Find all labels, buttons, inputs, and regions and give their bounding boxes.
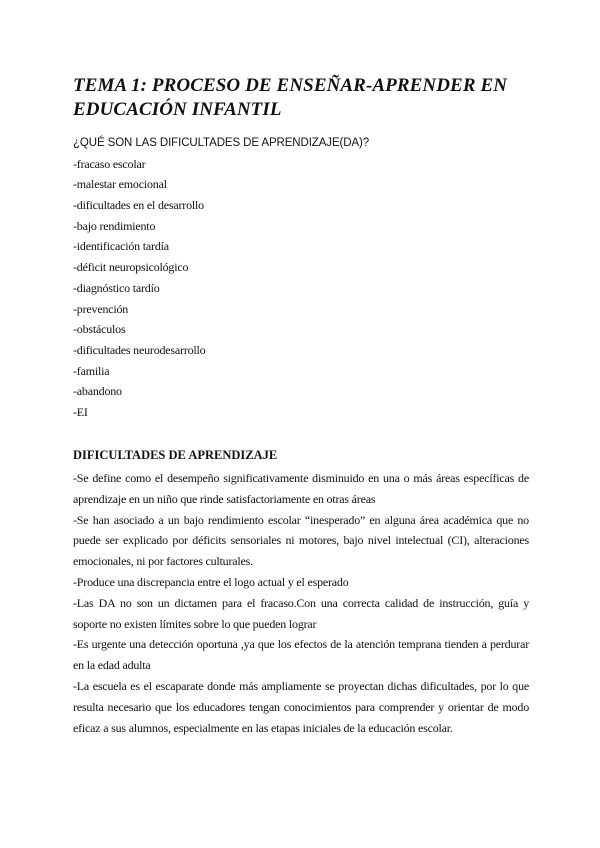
list-item: -dificultades neurodesarrollo: [73, 342, 206, 357]
document-title: TEMA 1: PROCESO DE ENSEÑAR-APRENDER EN EDUCACIÓN INFANTIL: [73, 75, 508, 120]
list-item: -dificultades en el desarrollo: [73, 198, 204, 213]
list-item: -déficit neuropsicológico: [73, 260, 189, 275]
paragraph: -Las DA no son un dictamen para el fracaso.Con una correcta calidad de instrucción, guía y soporte no existen límites sobre lo que pueden lograr: [73, 595, 529, 631]
paragraph: -Se han asociado a un bajo rendimiento escolar “inesperado” en alguna área académica que no puede ser explicado por déficits sensoriales ni motores, bajo nivel intelectual (CI), alteraciones emocionales, ni por factores culturales.: [73, 512, 529, 569]
paragraph: -Se define como el desempeño significativamente disminuido en una o más áreas específicas de aprendizaje en un niño que rinde satisfactoriamente en otras áreas: [73, 471, 529, 506]
list-item: -malestar emocional: [73, 177, 167, 192]
list-item: -familia: [73, 363, 110, 378]
intro-section: [73, 135, 533, 425]
list-item: -fracaso escolar: [73, 156, 146, 171]
list-item: -EI: [73, 404, 88, 419]
paragraph: -Es urgente una detección oportuna ,ya que los efectos de la atención temprana tienden a perdurar en la edad adulta: [73, 637, 529, 673]
paragraph: -Produce una discrepancia entre el logo actual y el esperado: [73, 574, 349, 589]
section-heading: DIFICULTADES DE APRENDIZAJE: [73, 448, 278, 462]
keyword-list: [73, 156, 533, 425]
list-item: -abandono: [73, 384, 122, 399]
list-item: -bajo rendimiento: [73, 218, 156, 233]
list-item: -identificación tardía: [73, 239, 169, 254]
section-question: ¿QUÉ SON LAS DIFICULTADES DE APRENDIZAJE(DA)?: [73, 137, 370, 149]
paragraph: -La escuela es el escaparate donde más ampliamente se proyectan dichas dificultades, por lo que resulta necesario que los educadores tengan conocimientos para comprender y orientar de modo eficaz a sus alumnos, especialmente en las etapas iniciales de la educación escolar.: [73, 678, 529, 735]
list-item: -diagnóstico tardío: [73, 280, 160, 295]
learning-difficulties-section: [73, 447, 529, 738]
list-item: -obstáculos: [73, 322, 126, 337]
list-item: -prevención: [73, 301, 129, 316]
